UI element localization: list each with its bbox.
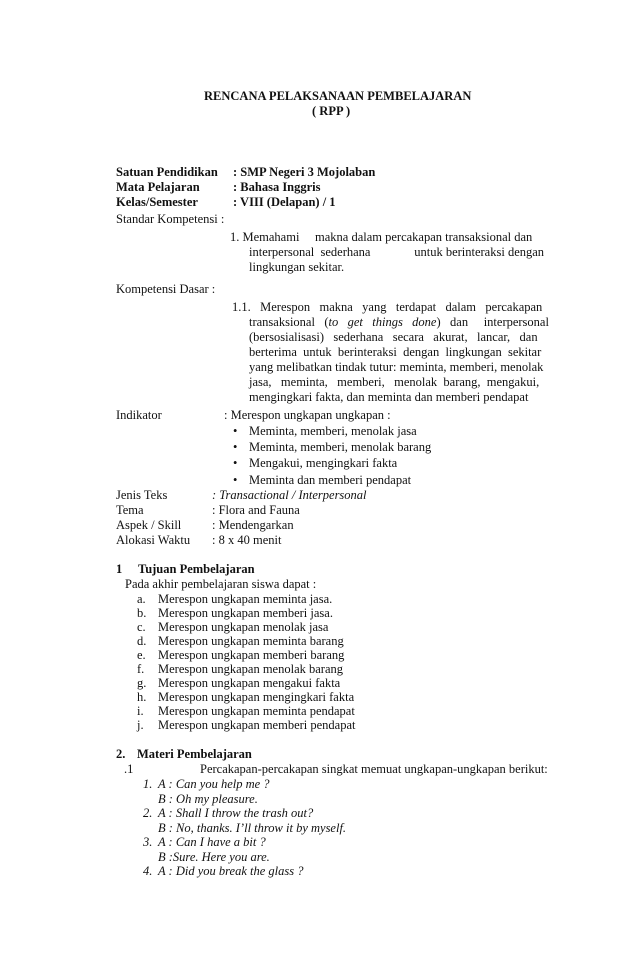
tujuan-item-letter: j. (137, 718, 144, 732)
indikator-item-4: Meminta dan memberi pendapat (249, 473, 412, 487)
kompetensi-label: Kompetensi Dasar : (116, 282, 216, 296)
dialog-number: 3. (143, 835, 153, 849)
aspek-value: : Mendengarkan (212, 518, 294, 532)
tujuan-item: Merespon ungkapan memberi pendapat (158, 718, 356, 732)
document-title: RENCANA PELAKSANAAN PEMBELAJARAN (204, 89, 472, 103)
document-subtitle: ( RPP ) (312, 104, 351, 118)
materi-sub-text: Percakapan-percakapan singkat memuat ungkapan-ungkapan berikut: (200, 762, 548, 776)
tema-value: : Flora and Fauna (212, 503, 300, 517)
indikator-intro: : Merespon ungkapan ungkapan : (224, 408, 391, 422)
indikator-item-2: Meminta, memberi, menolak barang (249, 440, 432, 454)
tujuan-item-letter: g. (137, 676, 147, 690)
tujuan-item: Merespon ungkapan meminta jasa. (158, 592, 333, 606)
kompetensi-line-5: yang melibatkan tindak tutur: meminta, memberi, menolak (249, 360, 544, 374)
tujuan-item-letter: d. (137, 634, 147, 648)
dialog-number: 4. (143, 864, 153, 878)
dialog-line-b: B :Sure. Here you are. (158, 850, 270, 864)
dialog-line-b: B : Oh my pleasure. (158, 792, 258, 806)
dialog-number: 1. (143, 777, 153, 791)
tujuan-item-letter: f. (137, 662, 145, 676)
materi-heading: Materi Pembelajaran (137, 747, 252, 761)
tujuan-item: Merespon ungkapan mengakui fakta (158, 676, 341, 690)
bullet-icon: • (233, 424, 238, 438)
dialog-line-a: A : Did you break the glass ? (158, 864, 304, 878)
dialog-line-b: B : No, thanks. I’ll throw it by myself. (158, 821, 347, 835)
tujuan-item-letter: h. (137, 690, 147, 704)
indikator-item-1: Meminta, memberi, menolak jasa (249, 424, 417, 438)
kompetensi-line-7: mengingkari fakta, dan meminta dan memberi pendapat (249, 390, 529, 404)
jenis-value: : Transactional / Interpersonal (212, 488, 367, 502)
indikator-label: Indikator (116, 408, 162, 422)
satuan-label: Satuan Pendidikan (116, 165, 218, 179)
tujuan-item: Merespon ungkapan memberi barang (158, 648, 345, 662)
tujuan-item-letter: b. (137, 606, 147, 620)
kompetensi-line-4: berterima untuk berinteraksi dengan lingkungan sekitar (249, 345, 542, 359)
kelas-label: Kelas/Semester (116, 195, 198, 209)
mapel-label: Mata Pelajaran (116, 180, 200, 194)
standar-label: Standar Kompetensi : (116, 212, 225, 226)
bullet-icon: • (233, 473, 238, 487)
materi-sub-number: .1 (124, 762, 134, 776)
dialog-line-a: A : Can you help me ? (158, 777, 270, 791)
kelas-value: : VIII (Delapan) / 1 (233, 195, 336, 209)
tujuan-item: Merespon ungkapan menolak barang (158, 662, 344, 676)
alokasi-label: Alokasi Waktu (116, 533, 191, 547)
dialog-line-a: A : Shall I throw the trash out? (158, 806, 314, 820)
jenis-label: Jenis Teks (116, 488, 168, 502)
bullet-icon: • (233, 456, 238, 470)
tujuan-item: Merespon ungkapan memberi jasa. (158, 606, 333, 620)
aspek-label: Aspek / Skill (116, 518, 182, 532)
standar-number: 1. Memahami (230, 230, 300, 244)
materi-number: 2. (116, 747, 126, 761)
standar-text-3: lingkungan sekitar. (249, 260, 345, 274)
standar-text-2: interpersonal sederhana untuk berinteraksi dengan (249, 245, 545, 259)
dialog-number: 2. (143, 806, 153, 820)
tujuan-item: Merespon ungkapan meminta pendapat (158, 704, 355, 718)
bullet-icon: • (233, 440, 238, 454)
indikator-item-3: Mengakui, mengingkari fakta (249, 456, 398, 470)
dialog-line-a: A : Can I have a bit ? (158, 835, 266, 849)
kompetensi-line-6: jasa, meminta, memberi, menolak barang, mengakui, (249, 375, 540, 389)
tujuan-item-letter: a. (137, 592, 146, 606)
tujuan-number: 1 (116, 562, 123, 576)
tema-label: Tema (116, 503, 144, 517)
kompetensi-line-1: 1.1. Merespon makna yang terdapat dalam percakapan (232, 300, 543, 314)
alokasi-value: : 8 x 40 menit (212, 533, 282, 547)
tujuan-item: Merespon ungkapan meminta barang (158, 634, 344, 648)
tujuan-item: Merespon ungkapan menolak jasa (158, 620, 329, 634)
kompetensi-line-2: transaksional (to get things done) dan interpersonal (249, 315, 549, 329)
tujuan-intro: Pada akhir pembelajaran siswa dapat : (125, 577, 317, 591)
tujuan-item-letter: c. (137, 620, 146, 634)
standar-text-1: makna dalam percakapan transaksional dan (315, 230, 533, 244)
mapel-value: : Bahasa Inggris (233, 180, 321, 194)
kompetensi-line-3: (bersosialisasi) sederhana secara akurat, lancar, dan (249, 330, 538, 344)
tujuan-item: Merespon ungkapan mengingkari fakta (158, 690, 355, 704)
tujuan-item-letter: i. (137, 704, 144, 718)
satuan-value: : SMP Negeri 3 Mojolaban (233, 165, 376, 179)
tujuan-heading: Tujuan Pembelajaran (138, 562, 255, 576)
tujuan-item-letter: e. (137, 648, 146, 662)
